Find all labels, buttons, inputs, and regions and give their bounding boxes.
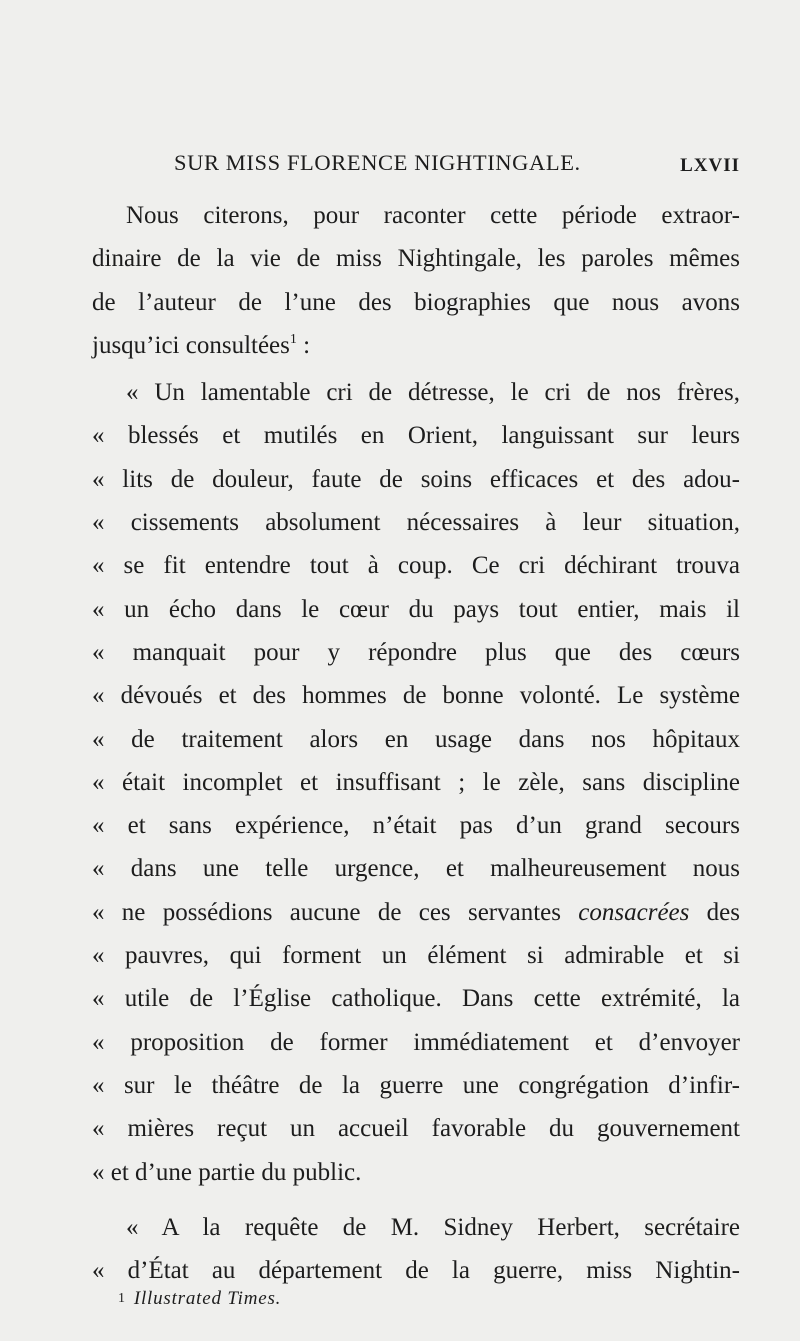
text-line: [92, 891, 740, 934]
text-line: « pauvres, qui forment un élément si admirable et si: [92, 942, 740, 970]
text-line: « Un lamentable cri de détresse, le cri de nos frères,: [126, 379, 740, 407]
page-header: [92, 150, 740, 184]
footnote-reference: 1: [289, 331, 297, 347]
text-line: « était incomplet et insuffisant ; le zèle, sans discipline: [92, 768, 740, 796]
text-line: « cissements absolument nécessaires à leur situation,: [92, 509, 740, 537]
text-line: [92, 324, 740, 367]
text-fragment: jusqu’ici consultées: [92, 331, 290, 359]
text-line: « A la requête de M. Sidney Herbert, secrétaire: [126, 1213, 740, 1241]
text-line: de l’auteur de l’une des biographies que nous avons: [92, 288, 740, 316]
text-line: « manquait pour y répondre plus que des cœurs: [92, 638, 740, 666]
text-fragment: des: [689, 898, 741, 926]
text-line: « dévoués et des hommes de bonne volonté. Le système: [92, 682, 740, 710]
text-line: « se fit entendre tout à coup. Ce cri déchirant trouva: [92, 552, 740, 580]
text-fragment: « ne possédions aucune de ces servantes: [92, 898, 579, 926]
page-number: LXVII: [680, 155, 740, 176]
text-line: « sur le théâtre de la guerre une congrégation d’infir-: [92, 1071, 740, 1099]
italic-word: consacrées: [578, 898, 690, 926]
text-line: « proposition de former immédiatement et d’envoyer: [92, 1028, 740, 1056]
text-fragment: :: [296, 331, 311, 359]
text-line: « blessés et mutilés en Orient, languissant sur leurs: [92, 422, 740, 450]
text-line: « mières reçut un accueil favorable du gouvernement: [92, 1115, 740, 1143]
text-line: dinaire de la vie de miss Nightingale, les paroles mêmes: [92, 245, 740, 273]
text-line: « dans une telle urgence, et malheureusement nous: [92, 855, 740, 883]
footnote-marker: 1: [118, 1291, 126, 1306]
text-line: « utile de l’Église catholique. Dans cette extrémité, la: [92, 985, 740, 1013]
text-line: « et sans expérience, n’était pas d’un grand secours: [92, 812, 740, 840]
text-line: « lits de douleur, faute de soins efficaces et des adou-: [92, 465, 740, 493]
running-title: SUR MISS FLORENCE NIGHTINGALE.: [174, 150, 581, 175]
text-line: « et d’une partie du public.: [92, 1158, 362, 1186]
text-line: « de traitement alors en usage dans nos hôpitaux: [92, 725, 740, 753]
body-text: [92, 194, 740, 1292]
text-line: Nous citerons, pour raconter cette période extraor-: [126, 202, 740, 229]
footnote-text: Illustrated Times.: [133, 1288, 282, 1309]
footnote: [118, 1288, 281, 1310]
text-line: « d’État au département de la guerre, miss Nightin-: [92, 1257, 740, 1285]
text-line: « un écho dans le cœur du pays tout entier, mais il: [92, 595, 740, 623]
